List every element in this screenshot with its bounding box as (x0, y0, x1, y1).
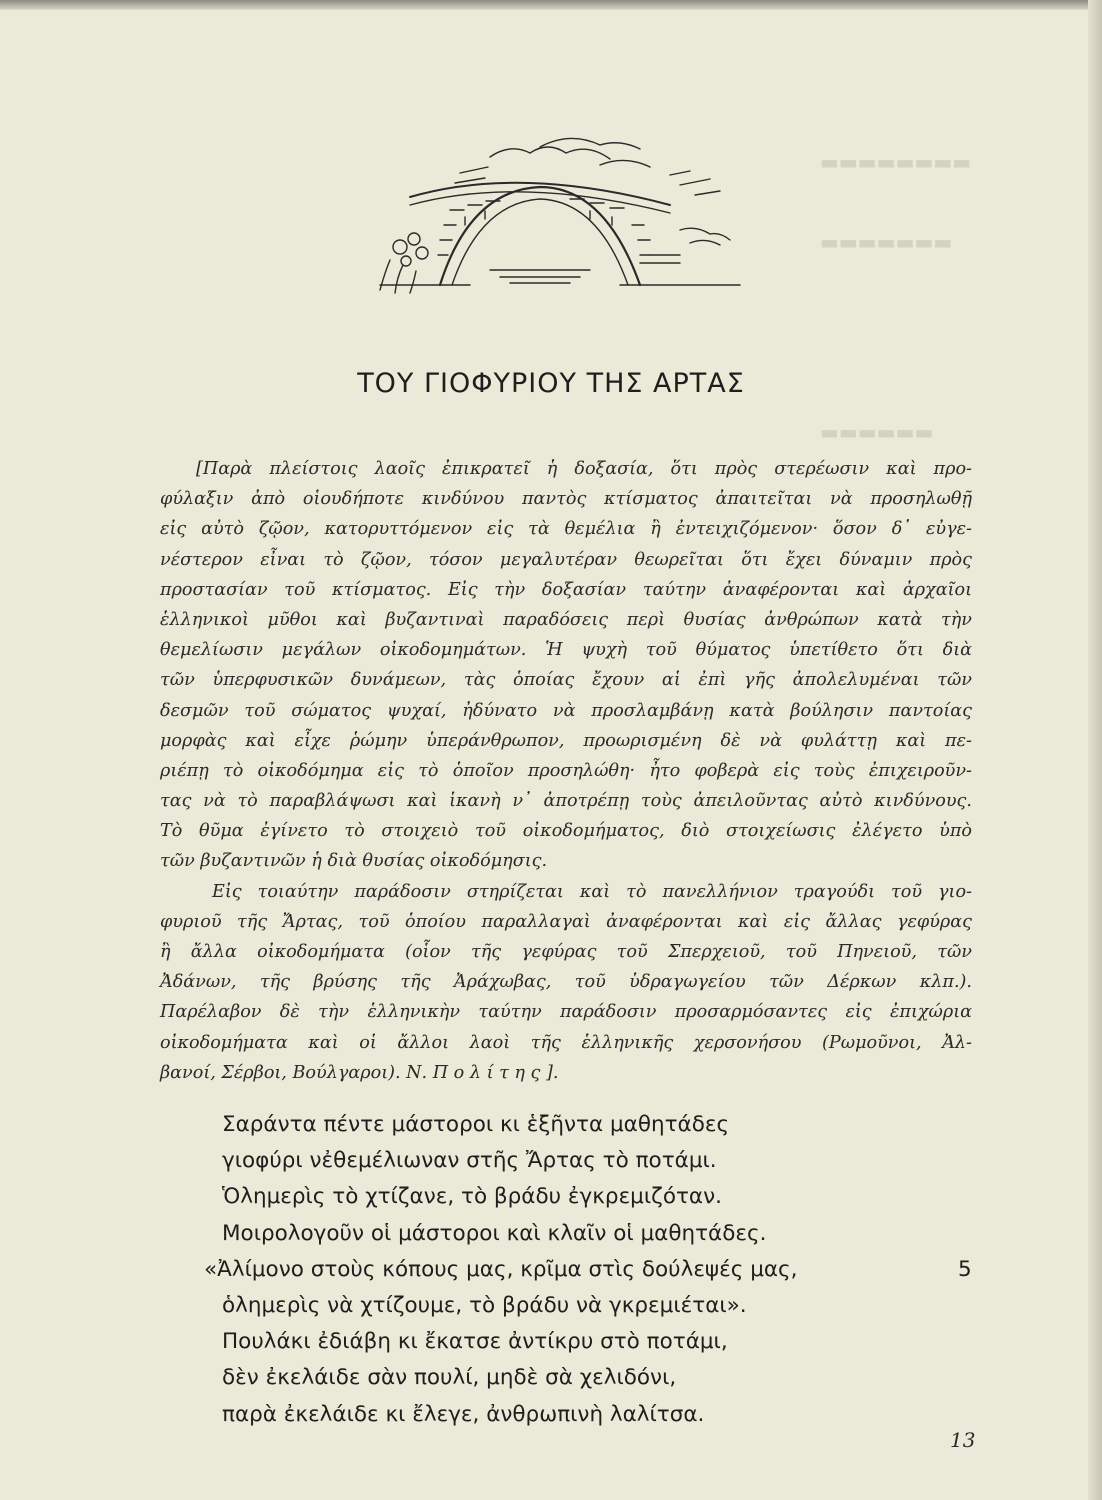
poem-line (222, 1397, 982, 1433)
poem-line-text: δὲν ἐκελάιδε σὰν πουλί, μηδὲ σὰ χελιδόνι, (222, 1365, 677, 1391)
intro-line: δεσμῶν τοῦ σώματος ψυχαί, ἠδύνατο νὰ προσλαμβάνῃ κατὰ βούλησιν παντοίας (160, 700, 972, 721)
intro-line: νέστερον εἶναι τὸ ζῷον, τόσον μεγαλυτέραν θεωρεῖται ὅτι ἔχει δύναμιν πρὸς (160, 549, 972, 570)
bridge-illustration-icon (340, 135, 765, 295)
poem-line (204, 1252, 982, 1288)
poem-line-text: ὁλημερὶς νὰ χτίζουμε, τὸ βράδυ νὰ γκρεμιέται». (222, 1292, 747, 1318)
intro-line: βανοί, Σέρβοι, Βούλγαροι). Ν. Π ο λ ί τ η ς ]. (160, 1062, 559, 1083)
page-number: 13 (950, 1428, 976, 1452)
intro-line: φυριοῦ τῆς Ἄρτας, τοῦ ὁποίου παραλλαγαὶ ἀναφέρονται καὶ εἰς ἄλλας γεφύρας (160, 911, 972, 932)
intro-line: φύλαξιν ἀπὸ οἱουδήποτε κινδύνου παντὸς κτίσματος ἀπαιτεῖται νὰ προσηλωθῇ (160, 489, 972, 510)
intro-line: προστασίαν τοῦ κτίσματος. Εἰς τὴν δοξασίαν ταύτην ἀναφέρονται καὶ ἀρχαῖοι (160, 579, 972, 600)
poem-line-text: «Ἀλίμονο στοὺς κόπους μας, κρῖμα στὶς δούλεψές μας, (204, 1256, 798, 1282)
poem-line (222, 1143, 982, 1179)
poem-line-text: Μοιρολογοῦν οἱ μάστοροι καὶ κλαῖν οἱ μαθητάδες. (222, 1220, 767, 1246)
poem (204, 1107, 982, 1433)
poem-line (222, 1324, 982, 1360)
poem-line-text: παρὰ ἐκελάιδε κι ἔλεγε, ἀνθρωπινὴ λαλίτσα. (222, 1401, 705, 1427)
intro-line: ριέπῃ τὸ οἰκοδόμημα εἰς τὸ ὁποῖον προσηλώθη· ἦτο φοβερὰ εἰς τοὺς ἐπιχειροῦν- (160, 760, 972, 781)
bleed-through-mark: ▬▬▬▬▬▬ (820, 420, 934, 444)
poem-line (222, 1360, 982, 1396)
intro-line: ἑλληνικοὶ μῦθοι καὶ βυζαντιναὶ παραδόσεις περὶ θυσίας ἀνθρώπων κατὰ τὴν (160, 609, 972, 630)
intro-line: Εἰς τοιαύτην παράδοσιν στηρίζεται καὶ τὸ πανελλήνιον τραγούδι τοῦ γιο- (212, 881, 972, 902)
verse-number: 5 (958, 1256, 972, 1282)
intro-line: εἰς αὐτὸ ζῷον, κατορυττόμενον εἰς τὰ θεμέλια ἢ ἐντειχιζόμενον· ὅσον δ᾽ εὐγε- (160, 519, 972, 540)
page-top-edge (0, 0, 1102, 10)
bleed-through-mark: ▬▬▬▬▬▬▬ (820, 230, 953, 254)
intro-line: ἢ ἄλλα οἰκοδομήματα (οἷον τῆς γεφύρας τοῦ Σπερχειοῦ, τοῦ Πηνειοῦ, τῶν (160, 942, 972, 962)
intro-line: οἰκοδομήματα καὶ οἱ ἄλλοι λαοὶ τῆς ἑλληνικῆς χερσονήσου (Ρωμοῦνοι, Ἀλ- (160, 1032, 972, 1053)
intro-line: Τὸ θῦμα ἐγίνετο τὸ στοιχειὸ τοῦ οἰκοδομήματος, διὸ στοιχείωσις ἐλέγετο ὑπὸ (160, 821, 972, 842)
intro-line: μορφὰς καὶ εἶχε ῥώμην ὑπεράνθρωπον, προωρισμένη δὲ νὰ φυλάττῃ καὶ πε- (160, 730, 972, 751)
page-right-edge (1088, 0, 1102, 1500)
poem-line (222, 1107, 982, 1143)
poem-line-text: γιοφύρι νἐθεμέλιωναν στῆς Ἄρτας τὸ ποτάμι. (222, 1148, 717, 1174)
intro-line: τῶν ὑπερφυσικῶν δυνάμεων, τὰς ὁποίας ἔχουν αἱ ἐπὶ γῆς ἀπολελυμέναι τῶν (160, 670, 972, 691)
intro-line: τῶν βυζαντινῶν ἡ διὰ θυσίας οἰκοδόμησις. (160, 851, 548, 872)
poem-line-text: Ὁλημερὶς τὸ χτίζανε, τὸ βράδυ ἐγκρεμιζόταν. (222, 1184, 722, 1210)
intro-line: [Παρὰ πλείστοις λαοῖς ἐπικρατεῖ ἡ δοξασία, ὅτι πρὸς στερέωσιν καὶ προ- (196, 459, 972, 479)
poem-line (222, 1216, 982, 1252)
poem-line-text: Σαράντα πέντε μάστοροι κι ἑξῆντα μαθητάδες (222, 1112, 730, 1137)
bleed-through-mark: ▬▬▬▬▬▬▬▬ (820, 150, 972, 174)
intro-paragraph (160, 454, 972, 1088)
intro-line: Ἀδάνων, τῆς βρύσης τῆς Ἀράχωβας, τοῦ ὑδραγωγείου τῶν Δέρκων κλπ.). (160, 972, 972, 993)
poem-line (222, 1179, 982, 1215)
poem-line-text: Πουλάκι ἐδιάβη κι ἔκατσε ἀντίκρυ στὸ ποτάμι, (222, 1329, 728, 1355)
intro-line: Παρέλαβον δὲ τὴν ἑλληνικὴν ταύτην παράδοσιν προσαρμόσαντες εἰς ἐπιχώρια (160, 1002, 972, 1023)
intro-line: θεμελίωσιν μεγάλων οἰκοδομημάτων. Ἡ ψυχὴ τοῦ θύματος ὑπετίθετο ὅτι διὰ (160, 640, 972, 661)
intro-line: τας νὰ τὸ παραβλάψωσι καὶ ἱκανὴ ν᾽ ἀποτρέπῃ τοὺς ἀπειλοῦντας αὐτὸ κινδύνους. (160, 791, 972, 812)
page-title: ΤΟΥ ΓΙΟΦΥΡΙΟΥ ΤΗΣ ΑΡΤΑΣ (357, 368, 745, 399)
poem-line (222, 1288, 982, 1324)
